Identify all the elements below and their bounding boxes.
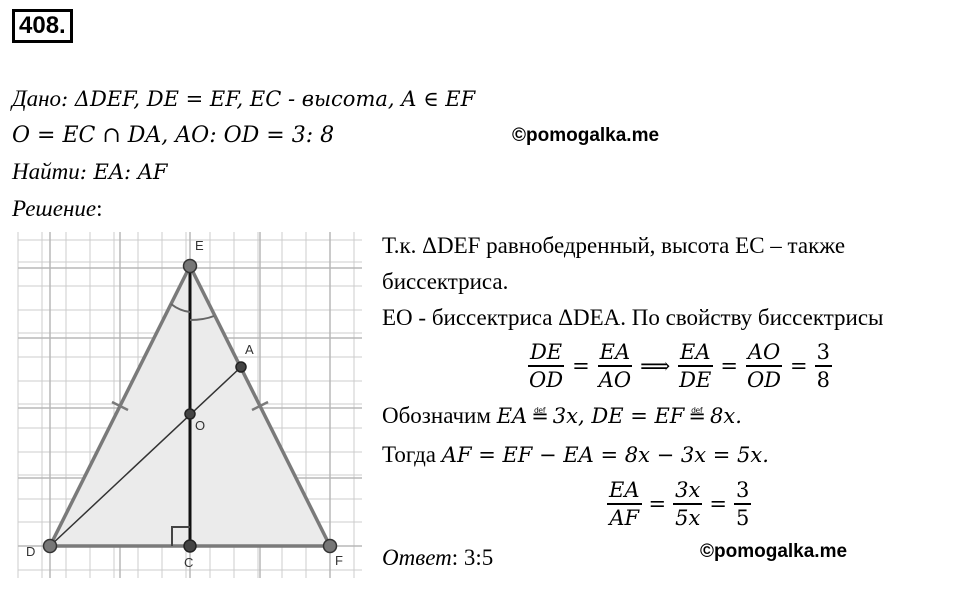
answer-line <box>382 543 493 573</box>
def-symbol-2 <box>688 401 706 431</box>
then-expression: AF = EF − EA = 8x − 3x = 5x. <box>441 443 769 467</box>
point-d <box>44 540 57 553</box>
denominator: 8 <box>816 368 830 392</box>
def-symbol-1 <box>531 401 549 431</box>
fraction-de-od <box>527 340 565 392</box>
numerator: AO <box>746 340 782 367</box>
watermark-top: ©pomogalka.me <box>512 125 660 146</box>
triangle-figure <box>0 225 372 585</box>
denominator: OD <box>529 368 564 392</box>
designate-word: Обозначим <box>382 403 497 428</box>
implies-arrow: ⟹ <box>640 354 671 378</box>
label-a: A <box>245 342 254 357</box>
denominator: AO <box>598 368 632 392</box>
find-label: Найти <box>12 159 80 184</box>
fraction-ao-od <box>745 340 783 392</box>
label-e: E <box>195 238 204 253</box>
numerator: EA <box>598 340 633 367</box>
numerator: 3x <box>673 478 702 505</box>
equation-2 <box>604 478 754 530</box>
fraction-3x-5x <box>673 478 702 530</box>
equals-sign: = <box>790 354 808 378</box>
text-line-2 <box>382 267 508 297</box>
fraction-ea-af <box>607 478 642 530</box>
denominator: DE <box>679 368 712 392</box>
then-line <box>382 440 769 470</box>
label-d: D <box>26 544 36 559</box>
given-text: : ΔDEF, DE = EF, EC - высота, A ∈ EF <box>61 87 476 111</box>
intersection-line: O = EC ∩ DA, AO: OD = 3: 8 <box>12 123 335 148</box>
designate-end: 8x. <box>709 404 742 428</box>
numerator: 3 <box>815 340 832 367</box>
equals-sign: = <box>709 492 727 516</box>
label-f: F <box>335 553 343 568</box>
given-label: Дано <box>12 86 62 111</box>
label-o: O <box>195 418 206 433</box>
equals-sign: = <box>648 492 667 516</box>
denominator: 5x <box>675 506 701 530</box>
solution-heading <box>12 194 103 224</box>
equals-sign: = <box>572 354 590 378</box>
denominator: OD <box>746 368 782 392</box>
point-e <box>184 260 197 273</box>
designation-line <box>382 401 742 431</box>
solution-colon: : <box>96 196 103 221</box>
fraction-3-8 <box>815 340 832 392</box>
problem-number: 408. <box>12 9 73 43</box>
point-o <box>185 409 195 419</box>
text1: Т.к. ΔDEF равнобедренный, высота EC – также <box>382 233 846 258</box>
watermark-bottom: ©pomogalka.me <box>700 541 848 562</box>
label-c: C <box>184 555 194 570</box>
then-word: Тогда <box>382 442 442 467</box>
denominator: AF <box>609 506 640 530</box>
designate-ea: EA <box>496 404 528 428</box>
given-line <box>12 84 475 114</box>
fraction-ea-ao <box>597 340 633 392</box>
text-line-1 <box>382 231 845 261</box>
equals-sign: = <box>720 354 738 378</box>
designate-mid: 3x, DE = EF <box>552 404 685 428</box>
def-equals: ≝ <box>531 404 549 428</box>
text3: EO - биссектриса ΔDEA. По свойству биссектрисы <box>382 305 884 330</box>
numerator: EA <box>607 478 642 505</box>
point-f <box>324 540 337 553</box>
text-line-3 <box>382 303 884 333</box>
numerator: EA <box>678 340 713 367</box>
text2: биссектриса. <box>382 269 509 294</box>
numerator: 3 <box>734 478 751 505</box>
answer-text: : 3:5 <box>451 545 494 570</box>
fraction-ea-de <box>677 340 713 392</box>
find-line <box>12 157 167 187</box>
fraction-3-5 <box>734 478 751 530</box>
find-text: : EA: AF <box>79 160 168 184</box>
point-c <box>184 540 196 552</box>
solution-label: Решение <box>12 196 97 221</box>
equation-1 <box>524 340 835 392</box>
answer-label: Ответ <box>382 545 452 570</box>
denominator: 5 <box>735 506 750 530</box>
point-a <box>236 362 246 372</box>
numerator: DE <box>528 340 564 367</box>
def-equals: ≝ <box>688 404 706 428</box>
